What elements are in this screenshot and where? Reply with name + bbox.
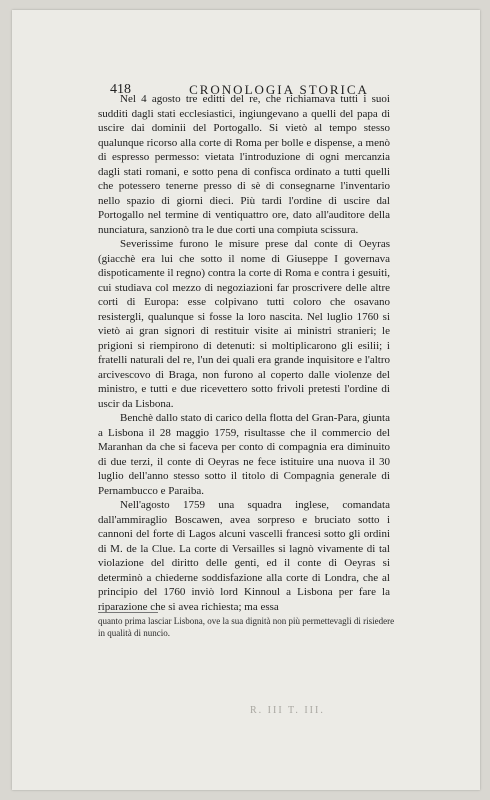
body-text xyxy=(98,92,390,614)
bleed-through-text: R. III T. III. xyxy=(250,705,325,716)
footnote-divider xyxy=(98,612,158,613)
paragraph: Nel 4 agosto tre editti del re, che richiamava tutti i suoi sudditi dagli stati ecclesiastici, ingiungevano a quelli del papa di uscire dai dominii del Portogallo. Si vietò al tempo stesso qualunque ricorso alla corte di Roma per bolle e dispense, a menò di espresso permesso: vietata l'introduzione di ogni mercanzia dagli stati romani, e sotto pena di confisca ordinato a tutti quelli che potessero tenerne presso di sè di consegnarne l'inventario nello spazio di giorni dieci. Più tardi l'ordine di uscire dal Portogallo nel termine di ventiquattro ore, dato all'auditore della nunciatura, sanzionò tra le due corti una compiuta scissura. xyxy=(98,93,390,236)
running-head: CRONOLOGIA STORICA xyxy=(189,82,369,97)
paragraph: Severissime furono le misure prese dal conte di Oeyras (giacchè era lui che sotto il nome di Giuseppe I governava dispoticamente il regno) contra la corte di Roma e contra i gesuiti, cui studiava col mezzo di negoziazioni far proscrivere delle altre corti di Europa: esse colpivano tutti coloro che osavano resistergli, qualunque si fosse la loro nascita. Nel luglio 1760 si vietò ai gran signori di restituir visite ai ministri stranieri; le prigioni si riempirono di detenuti: si moltiplicarono gli esilii; i fratelli naturali del re, l'un dei quali era grande inquisitore e l'altro arcivescovo di Braga, non furono al coperto dalle violenze del ministro, e tutti e due ricevettero sotto frivoli pretesti l'ordine di uscir da Lisbona. xyxy=(98,238,390,410)
paragraph: Nell'agosto 1759 una squadra inglese, comandata dall'ammiraglio Boscawen, avea sorpreso e bruciato sotto i cannoni del forte di Lagos alcuni vascelli francesi sotto gli ordini di M. de la Clue. La corte di Versailles si lagnò vivamente di tal violazione del diritto delle genti, ed il conte di Oeyras si determinò a chiederne soddisfazione alla corte di Londra, che al principio del 1760 inviò lord Kinnoul a Lisbona per fare la riparazione che si avea richiesta; ma essa xyxy=(98,499,390,613)
footnote: quanto prima lasciar Lisbona, ove la sua dignità non più permettevagli di risiedere in qualità di nuncio. xyxy=(98,616,395,638)
page-number: 418 xyxy=(110,82,131,97)
paragraph: Benchè dallo stato di carico della flotta del Gran-Para, giunta a Lisbona il 28 maggio 1759, risultasse che il commercio del Maranhan da che si faceva per conto di compagnia era diminuito di due terzi, il conte di Oeyras ne fece istituire una nuova il 30 luglio dell'anno stesso sotto il titolo di Compagnia generale di Pernambucco e Paraiba. xyxy=(98,412,390,497)
